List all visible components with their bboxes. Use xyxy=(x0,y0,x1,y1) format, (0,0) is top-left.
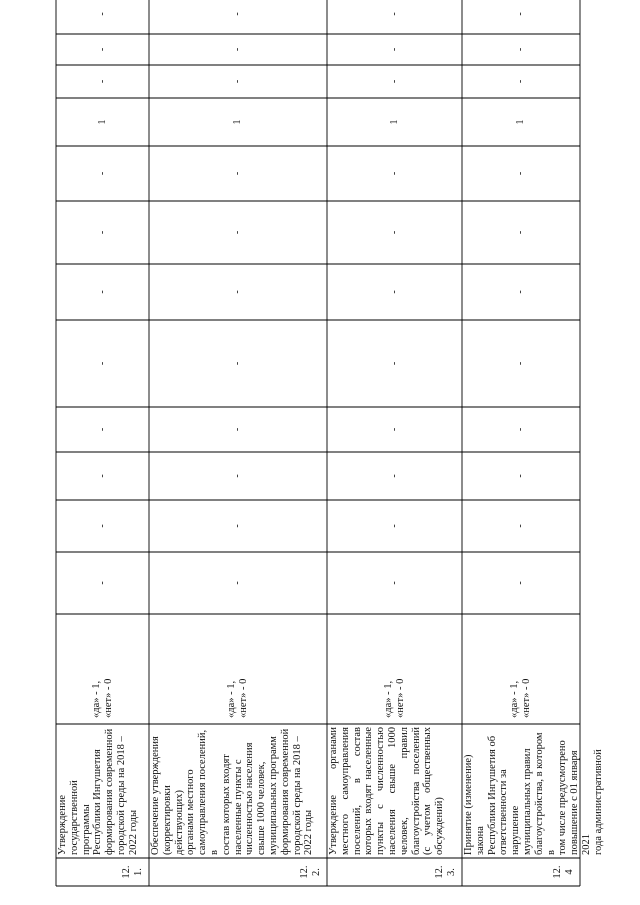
row-value-cell: - xyxy=(232,47,244,52)
row-value-cell: - xyxy=(96,581,108,585)
row-value-cell: - xyxy=(96,524,108,528)
row-description: Утверждение государственной программы Республики Ингушетия формирования современной городской среды на 2018 – 2022 годы xyxy=(57,728,139,855)
row-value-cell: - xyxy=(515,524,527,528)
row-value-cell: 1 xyxy=(232,119,244,125)
row-value-cell: - xyxy=(388,230,400,235)
row-value-cell: - xyxy=(232,171,244,176)
row-value-cell: - xyxy=(96,290,108,294)
row-value-cell: - xyxy=(232,474,244,478)
row-description: Утверждение органами местного самоуправления поселений, в состав которых входят населенные пункты с численностью населения свыше 1000 человек, правил благоустройства поселений (с учетом общественных обсуждений) xyxy=(328,727,446,855)
row-value-cell: - xyxy=(515,12,527,16)
row-value-cell: - xyxy=(96,474,108,478)
row-value-cell: - xyxy=(96,47,108,52)
row-value-cell: - xyxy=(96,230,108,235)
row-value-cell: - xyxy=(388,79,400,84)
row-value-cell: - xyxy=(515,361,527,366)
row-value-cell: - xyxy=(232,230,244,235)
row-value-cell: - xyxy=(232,12,244,16)
row-value-cell: - xyxy=(515,474,527,478)
row-value-cell: - xyxy=(515,581,527,585)
row-value-cell: - xyxy=(515,47,527,52)
row-value-cell: - xyxy=(232,427,244,432)
row-value-cell: - xyxy=(388,524,400,528)
row-value-cell: 1 xyxy=(515,119,527,125)
row-value-cell: - xyxy=(96,171,108,176)
row-value-cell: - xyxy=(388,474,400,478)
row-value-cell: - xyxy=(232,79,244,84)
row-value-cell: 1 xyxy=(388,119,400,125)
row-value-cell: - xyxy=(388,12,400,16)
row-value-cell: - xyxy=(388,427,400,432)
row-number: 12. 3. xyxy=(434,865,457,879)
row-value-cell: 1 xyxy=(96,119,108,125)
row-value-cell: - xyxy=(232,524,244,528)
row-value-cell: - xyxy=(96,12,108,16)
row-value-cell: - xyxy=(96,361,108,366)
row-value-cell: - xyxy=(388,581,400,585)
row-criteria: «да» - 1, «нет» - 0 xyxy=(509,678,532,718)
row-value-cell: - xyxy=(515,171,527,176)
row-number: 12. 4 xyxy=(552,865,575,879)
row-value-cell: - xyxy=(232,290,244,294)
row-description: Обеспечение утверждения (корректировки действующих) органами местного самоуправления поселений, в состав которых входят населенные пункты с численностью населения свыше 1000 человек, муниципальных программ формирования современной городской среды на 2018 – 2022 годы xyxy=(150,728,315,855)
row-value-cell: - xyxy=(388,47,400,52)
row-value-cell: - xyxy=(232,581,244,585)
row-value-cell: - xyxy=(515,427,527,432)
row-value-cell: - xyxy=(388,171,400,176)
row-value-cell: - xyxy=(96,79,108,84)
row-value-cell: - xyxy=(388,290,400,294)
row-value-cell: - xyxy=(96,427,108,432)
row-number: 12. 1. xyxy=(121,865,144,879)
row-value-cell: - xyxy=(388,361,400,366)
row-number: 12. 2. xyxy=(299,865,322,879)
row-value-cell: - xyxy=(515,290,527,294)
row-value-cell: - xyxy=(515,230,527,235)
row-value-cell: - xyxy=(232,361,244,366)
row-criteria: «да» - 1, «нет» - 0 xyxy=(90,678,114,718)
row-value-cell: - xyxy=(515,79,527,84)
row-criteria: «да» - 1, «нет» - 0 xyxy=(226,678,249,718)
row-description: Принятие (изменение) закона Республики Ингушетия об ответственности за нарушение муниципальных правил благоустройства, в котором в том числе предусмотрено повышение с 01 января 2021 года административной xyxy=(463,732,604,855)
row-criteria: «да» - 1, «нет» - 0 xyxy=(382,678,406,718)
rotated-document-page xyxy=(56,0,604,886)
